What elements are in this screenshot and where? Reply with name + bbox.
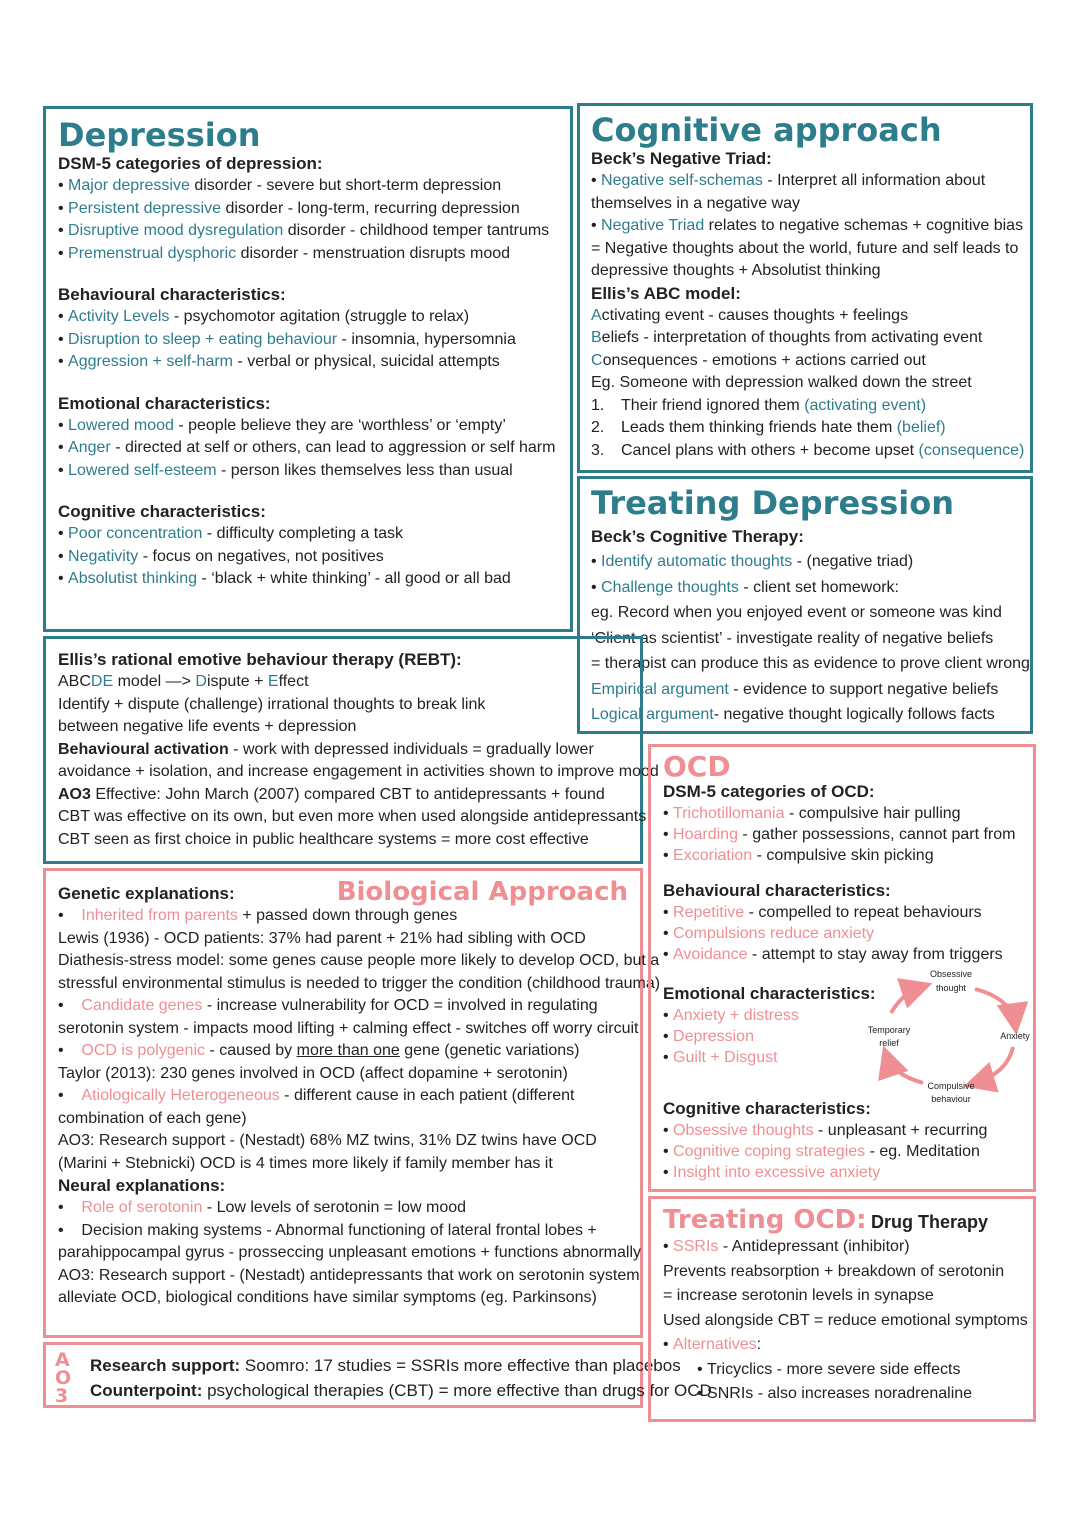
list-item: 1. Their friend ignored them (activating event) bbox=[591, 396, 927, 414]
cycle-label-obsessive: Obsessive bbox=[929, 969, 973, 979]
treating-ocd-box bbox=[648, 1196, 1036, 1422]
list-item: • Lowered mood - people believe they are ‘worthless’ or ‘empty’ bbox=[58, 415, 570, 438]
list-item: • Atiologically Heterogeneous - different cause in each patient (different bbox=[58, 1085, 640, 1108]
cycle-label-compulsive: Compulsive bbox=[927, 1081, 975, 1091]
treating-depression-title: Treating Depression bbox=[591, 484, 954, 522]
cognitive-heading: Cognitive characteristics: bbox=[58, 502, 266, 521]
text-line: Lewis (1936) - OCD patients: 37% had parent + 21% had sibling with OCD bbox=[58, 929, 586, 947]
list-item: Consequences - emotions + actions carried out bbox=[591, 351, 926, 369]
list-item: 3. Cancel plans with others + become upset (consequence) bbox=[591, 441, 1025, 459]
list-item: • OCD is polygenic - caused by more than one gene (genetic variations) bbox=[58, 1040, 640, 1063]
neural-heading: Neural explanations: bbox=[58, 1176, 226, 1195]
list-item: • Absolutist thinking - ‘black + white thinking’ - all good or all bad bbox=[58, 568, 570, 591]
list-item: • Anger - directed at self or others, can lead to aggression or self harm bbox=[58, 437, 570, 460]
list-item: • Obsessive thoughts - unpleasant + recurring bbox=[663, 1120, 1033, 1141]
list-item: Empirical argument - evidence to support negative beliefs bbox=[591, 680, 999, 698]
text-line: between negative life events + depression bbox=[58, 718, 357, 735]
text-line: AO3: Research support - (Nestadt) antidepressants that work on serotonin system bbox=[58, 1266, 640, 1284]
cycle-arrow bbox=[891, 987, 921, 1013]
list-item: 2. Leads them thinking friends hate them (belief) bbox=[591, 419, 946, 436]
treating-depression-box bbox=[577, 476, 1033, 734]
list-item: • Negative self-schemas - Interpret all information about bbox=[591, 170, 1030, 193]
list-item: • SNRIs - also increases noradrenaline bbox=[663, 1382, 1033, 1407]
cycle-label-relief: relief bbox=[879, 1038, 899, 1048]
rebt-heading: Ellis’s rational emotive behaviour therapy (REBT): bbox=[58, 650, 462, 669]
ocd-cognitive-heading: Cognitive characteristics: bbox=[663, 1099, 871, 1118]
list-item: • Aggression + self-harm - verbal or physical, suicidal attempts bbox=[58, 351, 570, 374]
cycle-label-anxiety: Anxiety bbox=[1000, 1031, 1030, 1041]
list-item: Logical argument- negative thought logically follows facts bbox=[591, 706, 995, 723]
list-item: • Identify automatic thoughts - (negative triad) bbox=[591, 549, 1030, 575]
list-item: • Compulsions reduce anxiety bbox=[663, 923, 1033, 944]
list-item: • Guilt + Disgust bbox=[663, 1047, 1033, 1068]
text-line: CBT seen as first choice in public healthcare systems = more cost effective bbox=[58, 830, 589, 848]
list-item: • Challenge thoughts - client set homework: bbox=[591, 575, 1030, 601]
depression-box bbox=[43, 106, 573, 632]
list-item: • Disruption to sleep + eating behaviour - insomnia, hypersomnia bbox=[58, 329, 570, 352]
cognitive-approach-box bbox=[577, 103, 1033, 473]
ao3-box bbox=[43, 1342, 712, 1408]
ocd-title: OCD bbox=[663, 750, 731, 783]
list-item: • Depression bbox=[663, 1026, 1033, 1047]
list-item: • Poor concentration - difficulty completing a task bbox=[58, 523, 570, 546]
text-line: Taylor (2013): 230 genes involved in OCD (affect dopamine + serotonin) bbox=[58, 1064, 568, 1082]
ocd-emotional-heading: Emotional characteristics: bbox=[663, 984, 876, 1003]
text-line: alleviate OCD, biological conditions have similar symptoms (eg. Parkinsons) bbox=[58, 1289, 597, 1306]
list-item: • SSRIs - Antidepressant (inhibitor) bbox=[663, 1235, 1033, 1260]
text-line: CBT was effective on its own, but even more when used alongside antidepressants bbox=[58, 808, 647, 825]
research-support-line: Research support: Soomro: 17 studies = SSRIs more effective than placebos bbox=[90, 1356, 681, 1375]
ocd-behavioural-heading: Behavioural characteristics: bbox=[663, 881, 891, 900]
cycle-arrow bbox=[975, 989, 1015, 1023]
text-line: Behavioural activation - work with depressed individuals = gradually lower bbox=[58, 740, 594, 758]
text-line: Diathesis-stress model: some genes cause people more likely to develop OCD, but a bbox=[58, 952, 660, 969]
list-item: • Persistent depressive disorder - long-term, recurring depression bbox=[58, 198, 570, 221]
behavioural-heading: Behavioural characteristics: bbox=[58, 285, 286, 304]
beck-therapy-heading: Beck’s Cognitive Therapy: bbox=[591, 527, 804, 546]
text-line: = therapist can produce this as evidence to prove client wrong bbox=[591, 655, 1030, 672]
list-item: • Insight into excessive anxiety bbox=[663, 1162, 1033, 1183]
depression-title: Depression bbox=[58, 116, 261, 154]
cycle-label-behaviour: behaviour bbox=[931, 1094, 971, 1104]
list-item: • Trichotillomania - compulsive hair pulling bbox=[663, 803, 1033, 824]
list-item: • Repetitive - compelled to repeat behaviours bbox=[663, 902, 1033, 923]
text-line: Identify + dispute (challenge) irrational thoughts to break link bbox=[58, 695, 486, 713]
list-item: • Alternatives: bbox=[663, 1333, 1033, 1358]
genetic-heading: Genetic explanations: bbox=[58, 884, 235, 903]
cycle-arrow bbox=[975, 1047, 1013, 1083]
biological-approach-box bbox=[43, 868, 661, 1338]
depression-dsm-heading: DSM-5 categories of depression: bbox=[58, 154, 323, 173]
text-line: Eg. Someone with depression walked down the street bbox=[591, 374, 972, 391]
text-line: AO3: Research support - (Nestadt) 68% MZ twins, 31% DZ twins have OCD bbox=[58, 1132, 597, 1149]
abcde-model: ABCDE model —> Dispute + Effect bbox=[58, 673, 309, 690]
list-item: • Major depressive disorder - severe but short-term depression bbox=[58, 175, 570, 198]
cycle-label-temporary: Temporary bbox=[867, 1025, 911, 1035]
list-item: • Tricyclics - more severe side effects bbox=[663, 1358, 1033, 1383]
ocd-dsm-heading: DSM-5 categories of OCD: bbox=[663, 782, 875, 801]
text-line: parahippocampal gyrus - prosseccing unpleasant emotions + functions abnormally bbox=[58, 1244, 641, 1261]
ellis-abc-heading: Ellis’s ABC model: bbox=[591, 283, 741, 303]
ocd-cycle-diagram bbox=[863, 965, 1033, 1105]
counterpoint-line: Counterpoint: psychological therapies (CBT) = more effective than drugs for OCD bbox=[90, 1381, 712, 1400]
list-item: • Role of serotonin - Low levels of serotonin = low mood bbox=[58, 1197, 640, 1220]
list-item: • Lowered self-esteem - person likes themselves less than usual bbox=[58, 460, 570, 483]
text-line: ‘Client as scientist’ - investigate reality of negative beliefs bbox=[591, 629, 994, 647]
text-line: (Marini + Stebnicki) OCD is 4 times more likely if family member has it bbox=[58, 1154, 553, 1172]
list-item: • Anxiety + distress bbox=[663, 1005, 1033, 1026]
ocd-box bbox=[648, 744, 1036, 1192]
rebt-box bbox=[43, 636, 659, 864]
text-line: depressive thoughts + Absolutist thinking bbox=[591, 262, 881, 279]
text-line: stressful environmental stimulus is needed to trigger the condition (childhood trauma) bbox=[58, 974, 661, 992]
treating-ocd-heading bbox=[663, 1207, 1033, 1233]
text-line: serotonin system - impacts mood lifting + calming effect - switches off worry circuit bbox=[58, 1019, 639, 1037]
text-line: = Negative thoughts about the world, future and self leads to bbox=[591, 239, 1019, 257]
list-item: • Decision making systems - Abnormal functioning of lateral frontal lobes + bbox=[58, 1220, 640, 1243]
list-item: • Activity Levels - psychomotor agitation (struggle to relax) bbox=[58, 306, 570, 329]
list-item: • Premenstrual dysphoric disorder - menstruation disrupts mood bbox=[58, 243, 570, 266]
beck-triad-heading: Beck’s Negative Triad: bbox=[591, 149, 772, 168]
biological-approach-title: Biological Approach bbox=[336, 877, 628, 907]
list-item: • Avoidance - attempt to stay away from triggers bbox=[663, 944, 1033, 965]
list-item: • Excoriation - compulsive skin picking bbox=[663, 845, 1033, 866]
cycle-label-thought: thought bbox=[935, 983, 967, 993]
text-line: avoidance + isolation, and increase engagement in activities shown to improve mood bbox=[58, 763, 659, 780]
list-item: • Inherited from parents + passed down through genes bbox=[58, 905, 640, 928]
emotional-heading: Emotional characteristics: bbox=[58, 393, 271, 413]
list-item: • Negative Triad relates to negative schemas + cognitive bias bbox=[591, 215, 1030, 238]
text-line: Prevents reabsorption + breakdown of serotonin bbox=[663, 1262, 1005, 1280]
text-line: = increase serotonin levels in synapse bbox=[663, 1287, 934, 1304]
list-item: Beliefs - interpretation of thoughts from activating event bbox=[591, 329, 983, 346]
text-line: themselves in a negative way bbox=[591, 194, 800, 212]
drug-therapy-subtitle: Drug Therapy bbox=[871, 1212, 989, 1232]
list-item: • Negativity - focus on negatives, not positives bbox=[58, 546, 570, 569]
list-item: • Candidate genes - increase vulnerability for OCD = involved in regulating bbox=[58, 995, 640, 1018]
cycle-arrow bbox=[887, 1057, 923, 1083]
treating-ocd-title: Treating OCD: bbox=[663, 1205, 867, 1235]
text-line: combination of each gene) bbox=[58, 1109, 247, 1127]
list-item: • Disruptive mood dysregulation disorder - childhood temper tantrums bbox=[58, 220, 570, 243]
list-item: • Hoarding - gather possessions, cannot part from bbox=[663, 824, 1033, 845]
list-item: Activating event - causes thoughts + feelings bbox=[591, 306, 909, 324]
cognitive-approach-title: Cognitive approach bbox=[591, 111, 942, 149]
text-line: AO3 Effective: John March (2007) compared CBT to antidepressants + found bbox=[58, 785, 605, 803]
text-line: Used alongside CBT = reduce emotional symptoms bbox=[663, 1311, 1028, 1329]
text-line: eg. Record when you enjoyed event or someone was kind bbox=[591, 604, 1002, 621]
list-item: • Cognitive coping strategies - eg. Meditation bbox=[663, 1141, 1033, 1162]
ao3-label: AO3 bbox=[55, 1349, 72, 1407]
